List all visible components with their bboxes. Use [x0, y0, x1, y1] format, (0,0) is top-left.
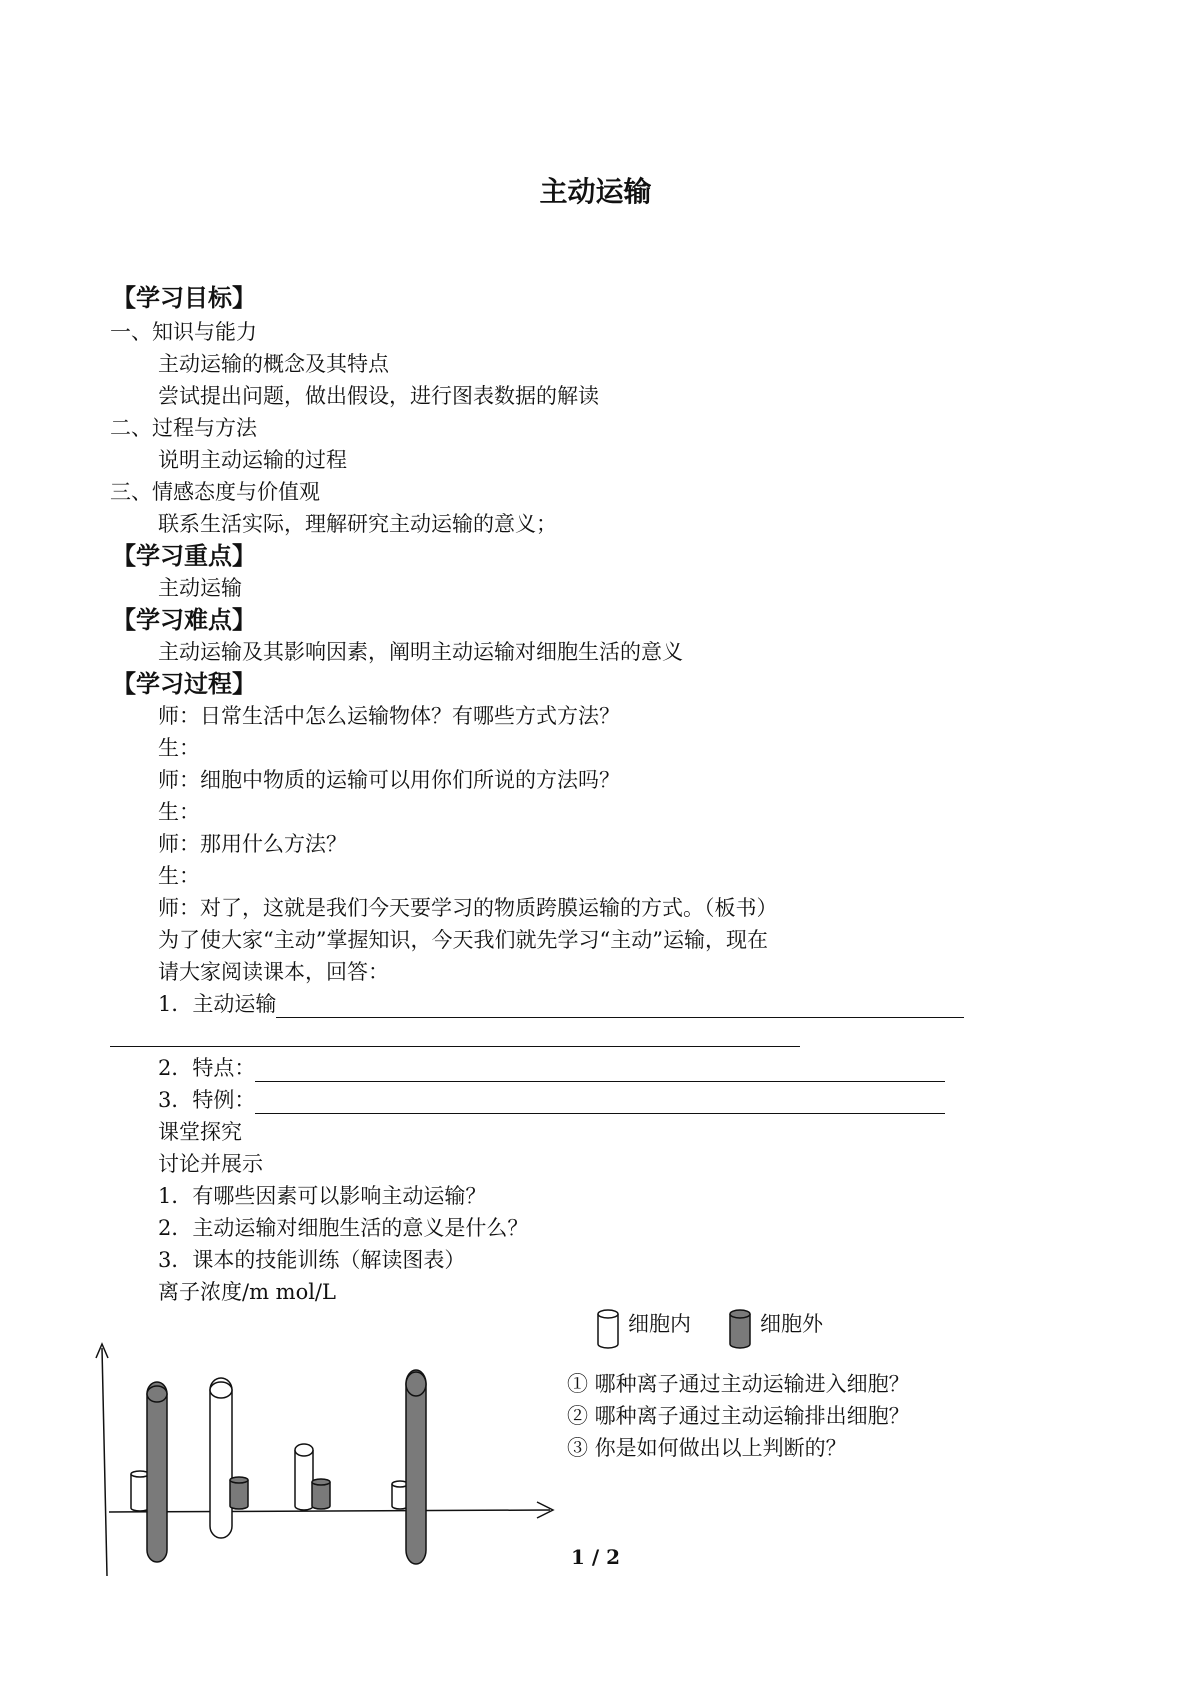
heading-key: 【学习重点】 [112, 542, 256, 570]
dialog-line: 为了使大家“主动”掌握知识，今天我们就先学习“主动”运输，现在 [158, 928, 768, 952]
dialog-line: 请大家阅读课本，回答： [158, 960, 389, 984]
page-number: 1 / 2 [570, 1545, 621, 1569]
goal-item: 联系生活实际，理解研究主动运输的意义； [158, 512, 557, 536]
question-1 [158, 990, 964, 1018]
discuss-item: 3．课本的技能训练（解读图表） [158, 1248, 466, 1272]
legend-inside-swatch [598, 1310, 618, 1348]
dialog-line: 师：细胞中物质的运输可以用你们所说的方法吗？ [158, 768, 620, 792]
discuss-item: 2．主动运输对细胞生活的意义是什么？ [158, 1216, 529, 1240]
goal-item: 尝试提出问题，做出假设，进行图表数据的解读 [158, 384, 599, 408]
heading-difficulty: 【学习难点】 [112, 606, 256, 634]
dialog-line: 生： [158, 800, 200, 824]
dialog-line: 生： [158, 864, 200, 888]
discuss-heading: 讨论并展示 [158, 1152, 263, 1176]
discuss-item: 1．有哪些因素可以影响主动运输？ [158, 1184, 487, 1208]
heading-process: 【学习过程】 [112, 670, 256, 698]
question-1-label: 1．主动运输 [158, 992, 277, 1016]
answer-blank-2[interactable] [255, 1059, 945, 1082]
dialog-line: 师：对了，这就是我们今天要学习的物质跨膜运输的方式。（板书） [158, 896, 778, 920]
x-axis [109, 1510, 550, 1512]
ion-concentration-chart [95, 1340, 565, 1580]
chart-y-label: 离子浓度/m mol/L [158, 1280, 336, 1304]
bar-group-3-outside [312, 1479, 330, 1509]
dialog-line: 师：那用什么方法？ [158, 832, 347, 856]
difficulty-text: 主动运输及其影响因素，阐明主动运输对细胞生活的意义 [158, 640, 683, 664]
question-3 [158, 1086, 945, 1114]
goal-section-3: 三、情感态度与价值观 [110, 480, 320, 504]
answer-blank-3[interactable] [255, 1091, 945, 1114]
bar-group-2-inside [210, 1378, 232, 1538]
bar-group-1-outside [147, 1382, 167, 1562]
heading-goals: 【学习目标】 [112, 284, 256, 312]
bar-group-4-outside [406, 1370, 426, 1564]
legend-inside-label: 细胞内 [628, 1312, 691, 1336]
goal-section-1: 一、知识与能力 [110, 320, 257, 344]
analysis-question-2: ② 哪种离子通过主动运输排出细胞？ [567, 1404, 910, 1428]
analysis-question-1: ① 哪种离子通过主动运输进入细胞？ [567, 1372, 910, 1396]
legend-outside-swatch [730, 1310, 750, 1348]
answer-blank-1[interactable] [276, 995, 964, 1018]
dialog-line: 师：日常生活中怎么运输物体？有哪些方式方法？ [158, 704, 620, 728]
answer-blank-1-continued[interactable] [110, 1046, 800, 1047]
question-2 [158, 1054, 945, 1082]
explore-heading: 课堂探究 [158, 1120, 242, 1144]
question-3-label: 3．特例： [158, 1088, 256, 1112]
analysis-question-3: ③ 你是如何做出以上判断的？ [567, 1436, 847, 1460]
key-text: 主动运输 [158, 576, 242, 600]
bar-group-2-outside [230, 1477, 248, 1509]
bar-group-3-inside [295, 1444, 313, 1510]
page-title: 主动运输 [539, 175, 652, 208]
y-axis [102, 1348, 107, 1576]
goal-section-2: 二、过程与方法 [110, 416, 257, 440]
dialog-line: 生： [158, 736, 200, 760]
goal-item: 主动运输的概念及其特点 [158, 352, 389, 376]
goal-item: 说明主动运输的过程 [158, 448, 347, 472]
question-2-label: 2．特点： [158, 1056, 256, 1080]
legend-outside-label: 细胞外 [760, 1312, 823, 1336]
